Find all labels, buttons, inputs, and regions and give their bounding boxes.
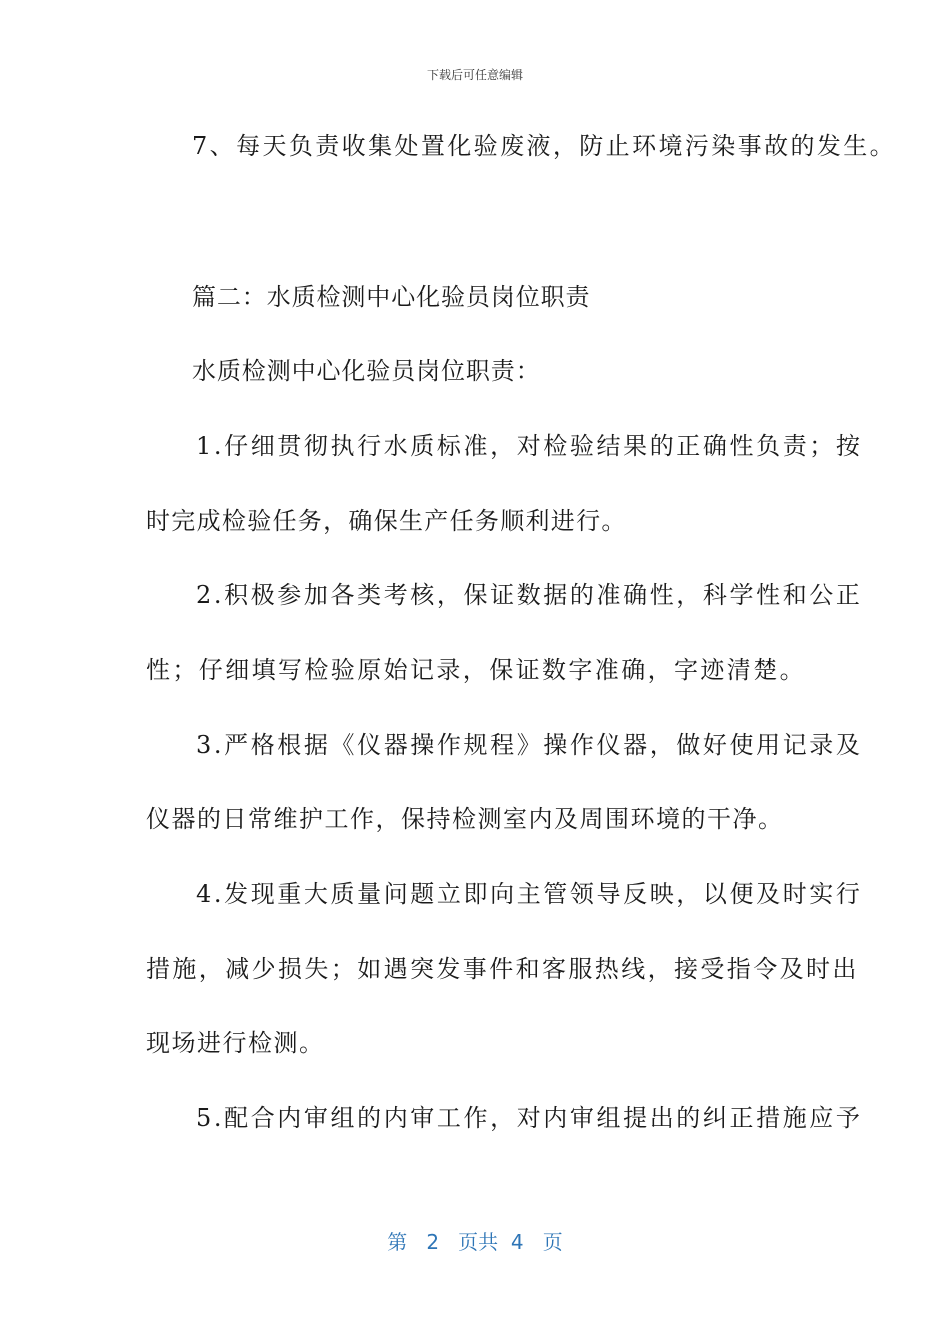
footer-suffix: 页 [542,1230,563,1254]
paragraph-line: 4.发现重大质量问题立即向主管领导反映，以便及时实行 [196,880,863,908]
footer-prefix: 第 [387,1230,408,1254]
footer-middle: 页共 [458,1230,499,1254]
footer-page-number: 2 [426,1230,440,1254]
paragraph-line: 1.仔细贯彻执行水质标准，对检验结果的正确性负责；按 [196,432,863,460]
paragraph-line: 仪器的日常维护工作，保持检测室内及周围环境的干净。 [146,805,784,833]
paragraph-line: 3.严格根据《仪器操作规程》操作仪器，做好使用记录及 [196,731,863,759]
footer-total-pages: 4 [510,1230,524,1254]
paragraph-line: 时完成检验任务，确保生产任务顺利进行。 [146,507,627,535]
paragraph-line: 现场进行检测。 [146,1029,325,1057]
page-footer [0,1226,950,1255]
section-title: 篇二：水质检测中心化验员岗位职责 [192,283,591,311]
section-subtitle: 水质检测中心化验员岗位职责： [192,357,541,385]
paragraph-line: 性；仔细填写检验原始记录，保证数字准确，字迹清楚。 [146,656,806,684]
page-header: 下载后可任意编辑 [426,68,523,82]
paragraph-line: 7、每天负责收集处置化验废液，防止环境污染事故的发生。 [192,132,897,160]
paragraph-line: 2.积极参加各类考核，保证数据的准确性，科学性和公正 [196,581,863,609]
paragraph-line: 措施，减少损失；如遇突发事件和客服热线，接受指令及时出 [146,955,859,983]
paragraph-line: 5.配合内审组的内审工作，对内审组提出的纠正措施应予 [196,1104,863,1132]
